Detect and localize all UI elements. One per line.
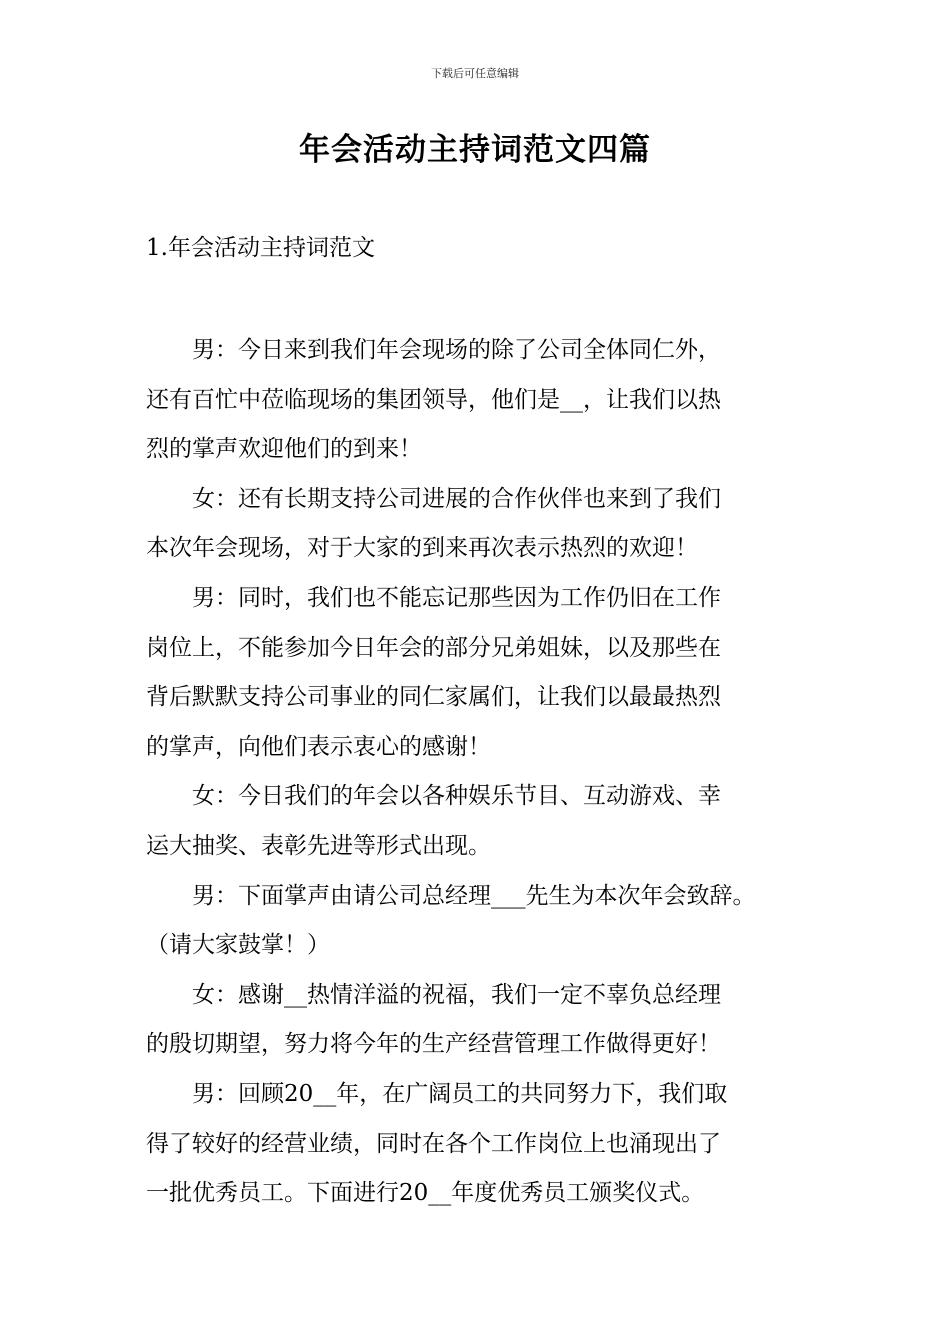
paragraph-line: 还有百忙中莅临现场的集团领导，他们是__，让我们以热 (146, 386, 721, 413)
paragraph-line: 一批优秀员工。下面进行20__年度优秀员工颁奖仪式。 (146, 1180, 705, 1207)
page-header-note: 下载后可任意编辑 (431, 67, 519, 80)
paragraph (146, 574, 836, 772)
paragraph (146, 475, 836, 574)
paragraph (146, 772, 836, 871)
paragraph-line: 背后默默支持公司事业的同仁家属们，让我们以最最热烈 (146, 684, 721, 711)
paragraph-line: 女：今日我们的年会以各种娱乐节目、互动游戏、幸 (192, 783, 721, 810)
paragraph (146, 1070, 836, 1219)
paragraph-line: 女：感谢__热情洋溢的祝福，我们一定不辜负总经理 (192, 981, 721, 1008)
section-heading: 1.年会活动主持词范文 (146, 235, 375, 261)
paragraph-line: 本次年会现场，对于大家的到来再次表示热烈的欢迎！ (146, 535, 698, 562)
paragraph-line: 的掌声，向他们表示衷心的感谢！ (146, 733, 491, 760)
paragraph-line: 男：同时，我们也不能忘记那些因为工作仍旧在工作 (192, 584, 721, 611)
paragraph-line: 女：还有长期支持公司进展的合作伙伴也来到了我们 (192, 485, 721, 512)
paragraph (146, 326, 836, 475)
paragraph (146, 971, 836, 1070)
paragraph (146, 872, 836, 971)
document-title: 年会活动主持词范文四篇 (299, 132, 651, 168)
paragraph-line: 烈的掌声欢迎他们的到来！ (146, 436, 422, 463)
paragraph-line: 得了较好的经营业绩，同时在各个工作岗位上也涌现出了 (146, 1130, 721, 1157)
document-body (146, 326, 836, 1219)
paragraph-line: 的殷切期望，努力将今年的生产经营管理工作做得更好！ (146, 1031, 721, 1058)
paragraph-line: 男：今日来到我们年会现场的除了公司全体同仁外， (192, 337, 721, 363)
paragraph-line: 男：回顾20__年，在广阔员工的共同努力下，我们取 (192, 1080, 728, 1107)
paragraph-line: 岗位上，不能参加今日年会的部分兄弟姐妹，以及那些在 (146, 634, 721, 661)
paragraph-line: （请大家鼓掌！） (146, 932, 330, 959)
paragraph-line: 男：下面掌声由请公司总经理___先生为本次年会致辞。 (192, 882, 756, 909)
paragraph-line: 运大抽奖、表彰先进等形式出现。 (146, 832, 491, 859)
